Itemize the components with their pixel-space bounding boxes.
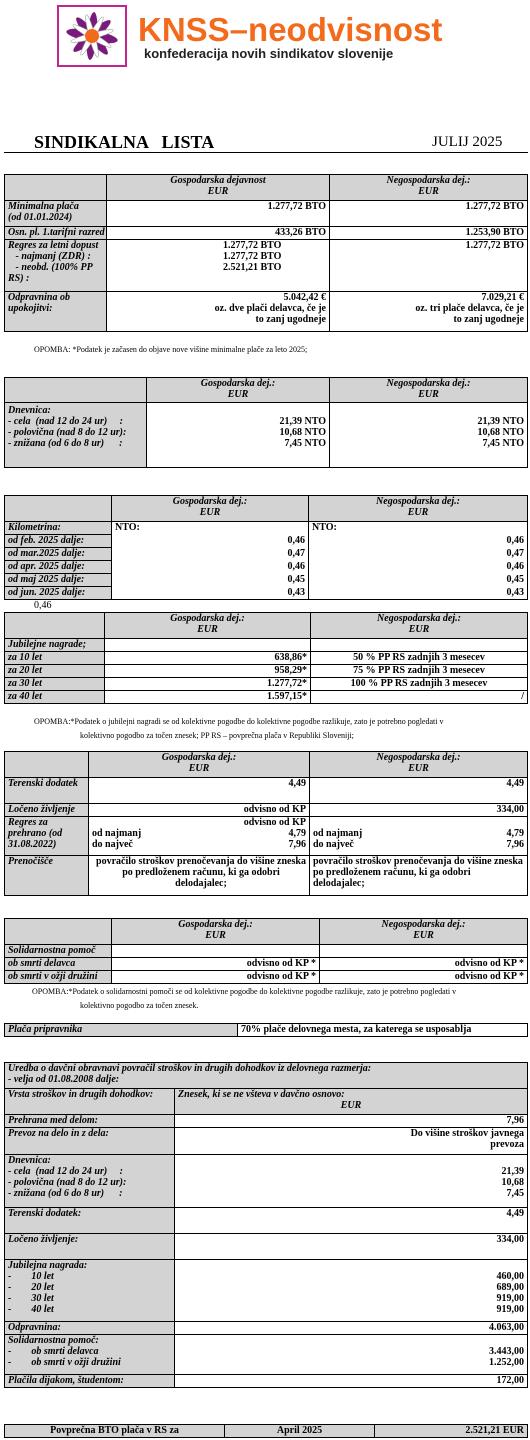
table-solidarnostna bbox=[4, 918, 528, 984]
row-label-smrt-druzina: ob smrti v ožji družini bbox=[5, 971, 112, 984]
table-jubilejne bbox=[4, 612, 528, 704]
cell-km-g: 0,43 bbox=[112, 587, 309, 600]
title-divider bbox=[4, 152, 528, 153]
row-label-osn: Osn. pl. 1.tarifni razred bbox=[5, 227, 107, 240]
row-label-km: od maj 2025 dalje: bbox=[5, 574, 112, 587]
cell-teren-n: 4,49 bbox=[310, 778, 528, 804]
note-min-placa: OPOMBA: *Podatek je začasen do objave nove višine minimalne plače za leto 2025; bbox=[34, 345, 308, 354]
cell-regres-prehrana-n: od najmanj 4,79 do največ 7,96 bbox=[310, 817, 528, 856]
row-label-odpravnina: Odpravnina ob upokojitvi: bbox=[5, 292, 107, 332]
row-label-prevoz: Prevoz na delo in z dela: bbox=[5, 1128, 175, 1155]
row-label-smrt-delavca: ob smrti delavca bbox=[5, 958, 112, 971]
row-label-km: od mar.2025 dalje: bbox=[5, 548, 112, 561]
cell-odprav-n: 7.029,21 € oz. tri plače delavca, če je to zanj ugodneje bbox=[330, 292, 528, 332]
uredba-col2: Znesek, ki se ne všteva v davčno osnovo: EUR bbox=[175, 1089, 528, 1115]
row-label-jub: za 20 let bbox=[5, 665, 105, 678]
row-label-km: od jun. 2025 dalje: bbox=[5, 587, 112, 600]
cell-regres-g: 1.277,72 BTO 1.277,72 BTO 2.521,21 BTO bbox=[107, 240, 330, 292]
cell-smrt-delavca-g: odvisno od KP * bbox=[112, 958, 320, 971]
row-label-loceno: Ločeno življenje: bbox=[5, 1234, 175, 1260]
row-label-loceno: Ločeno življenje bbox=[5, 804, 89, 817]
row-label-terenski: Terenski dodatek: bbox=[5, 1208, 175, 1234]
cell-km-g: 0,47 bbox=[112, 548, 309, 561]
cell-dnevnica-n: 21,39 NTO 10,68 NTO 7,45 NTO bbox=[330, 403, 528, 468]
cell-loceno-g: odvisno od KP bbox=[89, 804, 310, 817]
row-label-dnevnica: Dnevnica: - cela (nad 12 do 24 ur) : - polovična (nad 8 do 12 ur): - znižana (od 6 do 8 ur) : bbox=[5, 1155, 175, 1208]
table-uredba bbox=[4, 1062, 528, 1388]
row-label-kilometrina: Kilometrina: bbox=[5, 522, 112, 535]
row-label-dijaki: Plačila dijakom, študentom: bbox=[5, 1375, 175, 1388]
cell-dijaki: 172,00 bbox=[175, 1375, 528, 1388]
col-header-negospodarska: Negospodarska dej.: EUR bbox=[330, 175, 528, 201]
col-header-gospodarska: Gospodarska dej.: EUR bbox=[112, 919, 320, 945]
cell-osn-n: 1.253,90 BTO bbox=[330, 227, 528, 240]
row-label-solidarnostna: Solidarnostna pomoč bbox=[5, 945, 112, 958]
cell-terenski: 4,49 bbox=[175, 1208, 528, 1234]
cell-jub-g: 1.597,15* bbox=[105, 691, 311, 704]
table-pripravnik bbox=[4, 1023, 528, 1037]
cell-osn-g: 433,26 BTO bbox=[107, 227, 330, 240]
cell-dnevnica: 21,39 10,68 7,45 bbox=[175, 1155, 528, 1208]
row-label-regres-prehrana: Regres za prehrano (od 31.08.2022) bbox=[5, 817, 89, 856]
cell-jub-g: 958,29* bbox=[105, 665, 311, 678]
col-header-negospodarska: Negospodarska dej.: EUR bbox=[310, 752, 528, 778]
cell-smrt-delavca-n: odvisno od KP * bbox=[320, 958, 528, 971]
row-label-jubilejna: Jubilejna nagrada: - 10 let - 20 let - 30 let - 40 let bbox=[5, 1260, 175, 1322]
cell-km-n: 0,47 bbox=[309, 548, 528, 561]
col-header-negospodarska: Negospodarska dej.: EUR bbox=[309, 496, 528, 522]
col-header-negospodarska: Negospodarska dej.: EUR bbox=[311, 613, 528, 639]
note-jubilejne-1: OPOMBA:*Podatek o jubilejni nagradi se od kolektivne pogodbe do kolektivne pogodbe razlikuje, zato je potrebno pogledati v bbox=[34, 717, 444, 726]
row-label-povprecna: Povprečna BTO plača v RS za bbox=[5, 1425, 225, 1438]
table-dnevnica bbox=[4, 377, 528, 468]
cell-odprav-g: 5.042,42 € oz. dve plači delavca, če je to zanj ugodneje bbox=[107, 292, 330, 332]
row-label-jub: za 10 let bbox=[5, 652, 105, 665]
cell-regres-n: 1.277,72 BTO bbox=[330, 240, 528, 292]
cell-jubilejna: 460,00 689,00 919,00 919,00 bbox=[175, 1260, 528, 1322]
col-header-negospodarska: Negospodarska dej.: EUR bbox=[330, 378, 528, 403]
cell-teren-g: 4,49 bbox=[89, 778, 310, 804]
cell-prenoc-g: povračilo stroškov prenočevanja do višine zneska po predloženem računu, ki ga odobri delodajalec; bbox=[89, 856, 310, 896]
row-label-odpravnina: Odpravnina: bbox=[5, 1322, 175, 1335]
cell-solidarnostna: 3.443,00 1.252,00 bbox=[175, 1335, 528, 1375]
cell-jub-n: 50 % PP RS zadnjih 3 mesecev bbox=[311, 652, 528, 665]
cell-jub-g: 1.277,72* bbox=[105, 678, 311, 691]
row-label-km: od feb. 2025 dalje: bbox=[5, 535, 112, 548]
logo-subtitle: konfederacija novih sindikatov slovenije bbox=[144, 46, 394, 61]
uredba-col1: Vrsta stroškov in drugih dohodkov: bbox=[5, 1089, 175, 1115]
note-jubilejne-2: kolektivno pogodbo za točen znesek; PP RS – povprečna plača v Republiki Sloveniji; bbox=[80, 731, 354, 740]
cell-km-g: 0,45 bbox=[112, 574, 309, 587]
cell-odpravnina: 4.063,00 bbox=[175, 1322, 528, 1335]
row-label-pripravnik: Plača pripravnika bbox=[5, 1024, 238, 1037]
cell-smrt-druzina-n: odvisno od KP * bbox=[320, 971, 528, 984]
table-salary bbox=[4, 174, 528, 332]
cell-jub-g: 638,86* bbox=[105, 652, 311, 665]
cell-povprecna-value: 2.521,21 EUR bbox=[375, 1425, 528, 1438]
cell-povprecna-month: April 2025 bbox=[225, 1425, 375, 1438]
note-solidarnostna-1: OPOMBA:*Podatek o solidarnostni pomoči se od kolektivne pogodbe do kolektivne pogodbe razlikuje, zato je potrebno pogledati v bbox=[32, 987, 457, 996]
cell-dnevnica-g: 21,39 NTO 10,68 NTO 7,45 NTO bbox=[147, 403, 330, 468]
cell-km-g: 0,46 bbox=[112, 561, 309, 574]
table-povprecna bbox=[4, 1424, 528, 1438]
cell-nto-n: NTO: bbox=[309, 522, 528, 535]
doc-title: SINDIKALNA LISTA bbox=[34, 132, 215, 152]
cell-km-n: 0,46 bbox=[309, 535, 528, 548]
row-label-km: od apr. 2025 dalje: bbox=[5, 561, 112, 574]
col-header-gospodarska: Gospodarska dejavnost EUR bbox=[107, 175, 330, 201]
col-header-gospodarska: Gospodarska dej.: EUR bbox=[147, 378, 330, 403]
row-label-jubilejne: Jubilejne nagrade; bbox=[5, 639, 105, 652]
cell-pripravnik: 70% plače delovnega mesta, za katerega se usposablja bbox=[238, 1024, 528, 1037]
row-label-terenski: Terenski dodatek bbox=[5, 778, 89, 804]
cell-km-n: 0,45 bbox=[309, 574, 528, 587]
period-label: JULIJ 2025 bbox=[432, 134, 503, 150]
row-label-min-placa: Minimalna plača (od 01.01.2024) bbox=[5, 201, 107, 227]
row-label-prenocisce: Prenočišče bbox=[5, 856, 89, 896]
cell-prenoc-n: povračilo stroškov prenočevanja do višine zneska po predloženem računu, ki ga odobri delodajalec; bbox=[310, 856, 528, 896]
km-below-value: 0,46 bbox=[34, 600, 52, 611]
row-label-regres: Regres za letni dopust - najmanj (ZDR) : - neobd. (100% PP RS) : bbox=[5, 240, 107, 292]
col-header-negospodarska: Negospodarska dej.: EUR bbox=[320, 919, 528, 945]
table-kilometrina bbox=[4, 495, 528, 600]
uredba-title: Uredba o davčni obravnavi povračil stroškov in drugih dohodkov iz delovnega razmerja: - velja od 01.08.2008 dalje: bbox=[5, 1063, 528, 1089]
table-terenski bbox=[4, 751, 528, 896]
logo-flower-icon bbox=[54, 4, 130, 68]
cell-prevoz: Do višine stroškov javnega prevoza bbox=[175, 1128, 528, 1155]
cell-regres-prehrana-g: odvisno od KP od najmanj 4,79 do največ 7,96 bbox=[89, 817, 310, 856]
cell-min-g: 1.277,72 BTO bbox=[107, 201, 330, 227]
row-label-dnevnica: Dnevnica: - cela (nad 12 do 24 ur) : - polovična (nad 8 do 12 ur): - znižana (od 6 do 8 ur) : bbox=[5, 403, 147, 468]
cell-km-n: 0,43 bbox=[309, 587, 528, 600]
cell-km-g: 0,46 bbox=[112, 535, 309, 548]
cell-jub-n: / bbox=[311, 691, 528, 704]
col-header-gospodarska: Gospodarska dej.: EUR bbox=[105, 613, 311, 639]
col-header-gospodarska: Gospodarska dej.: EUR bbox=[89, 752, 310, 778]
col-header-gospodarska: Gospodarska dej.: EUR bbox=[112, 496, 309, 522]
cell-jub-n: 100 % PP RS zadnjih 3 mesecev bbox=[311, 678, 528, 691]
logo-title: KNSS–neodvisnost bbox=[138, 11, 443, 48]
cell-loceno-n: 334,00 bbox=[310, 804, 528, 817]
row-label-jub: za 40 let bbox=[5, 691, 105, 704]
cell-jub-n: 75 % PP RS zadnjih 3 mesecev bbox=[311, 665, 528, 678]
cell-prehrana: 7,96 bbox=[175, 1115, 528, 1128]
cell-min-n: 1.277,72 BTO bbox=[330, 201, 528, 227]
cell-smrt-druzina-g: odvisno od KP * bbox=[112, 971, 320, 984]
cell-nto-g: NTO: bbox=[112, 522, 309, 535]
cell-km-n: 0,46 bbox=[309, 561, 528, 574]
cell-loceno: 334,00 bbox=[175, 1234, 528, 1260]
note-solidarnostna-2: kolektivno pogodbo za točen znesek. bbox=[80, 1001, 199, 1010]
row-label-solidarnostna: Solidarnostna pomoč: - ob smrti delavca - ob smrti v ožji družini bbox=[5, 1335, 175, 1375]
row-label-jub: za 30 let bbox=[5, 678, 105, 691]
row-label-prehrana: Prehrana med delom: bbox=[5, 1115, 175, 1128]
